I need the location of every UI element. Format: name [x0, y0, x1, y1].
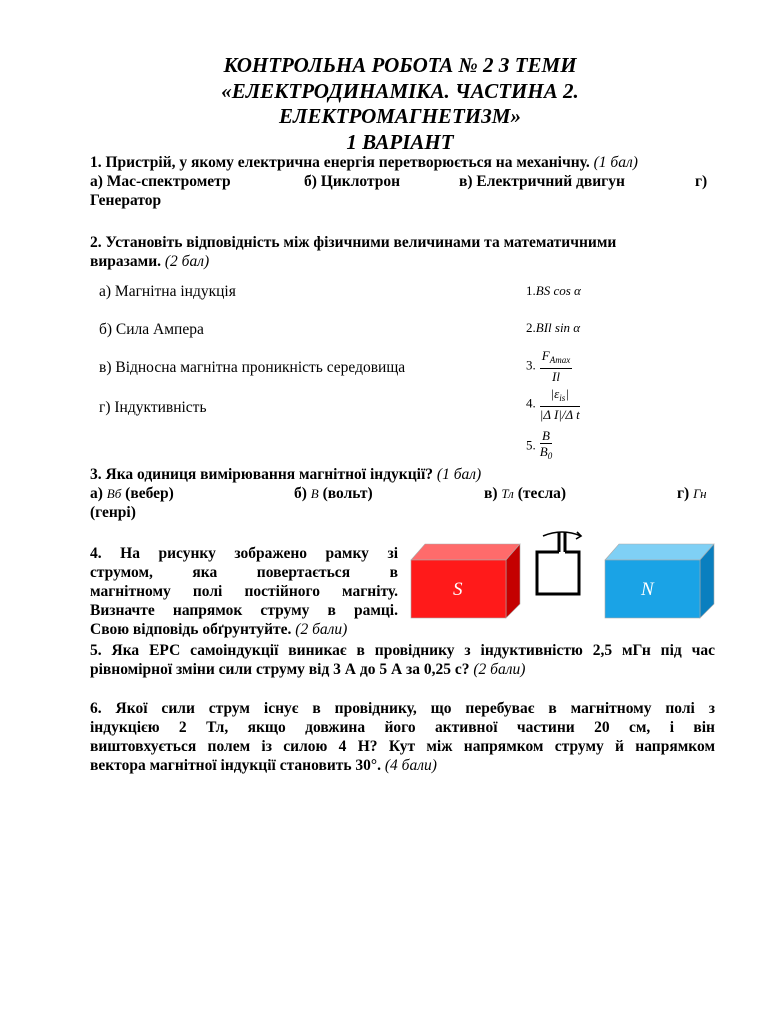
q1-option-d: г) [695, 173, 708, 190]
q3-option-d: г) Гн [677, 485, 707, 502]
magnet-n [605, 544, 714, 618]
q2-left-b: б) Сила Ампера [99, 321, 204, 338]
q4-line-4: Визначте напрямок струму в рамці. [90, 602, 398, 619]
q1-option-b: б) Циклотрон [304, 173, 401, 190]
q6-line-2: індукцією 2 Тл, якщо довжина його активної частини 20 см, і він [90, 719, 715, 736]
q4-points: (2 бали) [295, 621, 348, 638]
q4-line-1: 4. На рисунку зображено рамку зі [90, 545, 398, 562]
q3-points: (1 бал) [436, 466, 482, 483]
question-6 [90, 699, 715, 775]
title-line-4: 1 ВАРІАНТ [346, 129, 454, 154]
q1-option-c: в) Електричний двигун [459, 173, 625, 190]
q3-text: 3. Яка одиниця вимірювання магнітної індукції? [90, 466, 434, 483]
q1-points: (1 бал) [593, 154, 638, 171]
q2-formula-4: 4. $\frac{|\varepsilon_{is}|}{\text{|Δ I|/Δ t}}$ [526, 386, 580, 422]
q5-line-1: 5. Яка ЕРС самоіндукції виникає в провіднику з індуктивністю 2,5 мГн під час [90, 642, 715, 659]
current-frame [537, 532, 581, 594]
q5-line-2: рівномірної зміни сили струму від 3 А до 5 А за 0,25 с? [90, 661, 470, 678]
q2-left-d: г) Індуктивність [99, 399, 207, 416]
q4-line-3: магнітному полі постійного магніту. [90, 583, 398, 600]
title-line-3: ЕЛЕКТРОМАГНЕТИЗМ» [279, 104, 521, 128]
q6-line-1: 6. Якої сили струм існує в провіднику, що перебуває в магнітному полі з [90, 700, 715, 717]
title-line-2: «ЕЛЕКТРОДИНАМІКА. ЧАСТИНА 2. [221, 78, 579, 103]
question-2 [90, 233, 715, 271]
q6-points: (4 бали) [384, 757, 437, 774]
q1-option-d-text: Генератор [90, 192, 162, 209]
q1-option-a: а) Мас-спектрометр [90, 173, 231, 190]
q6-line-3: виштовхується полем із силою 4 Н? Кут між напрямком струму й напрямком [90, 738, 715, 755]
page-title [90, 53, 710, 155]
q3-option-b: б) В (вольт) [294, 485, 373, 502]
title-line-1: КОНТРОЛЬНА РОБОТА № 2 З ТЕМИ [223, 53, 577, 77]
q2-line-1: 2. Установіть відповідність між фізичними величинами та математичними [90, 234, 617, 251]
q3-option-c: в) Тл (тесла) [484, 485, 567, 502]
q2-points: (2 бал) [164, 253, 210, 270]
magnet-frame-figure [405, 528, 717, 623]
q5-points: (2 бали) [473, 661, 526, 678]
q1-text: 1. Пристрій, у якому електрична енергія перетворюється на механічну. [90, 154, 590, 171]
q4-line-2: струмом, яка повертається в [90, 564, 398, 581]
q2-formula-3: 3. $\frac{F_{Amax}}{Il}$ [526, 348, 571, 384]
question-5 [90, 641, 715, 679]
q3-option-a: а) Вб (вебер) [90, 485, 174, 502]
q2-left-a: а) Магнітна індукція [99, 283, 236, 300]
question-1 [90, 153, 715, 210]
q2-line-2: виразами. [90, 253, 162, 270]
magnet-n-label: N [641, 579, 654, 600]
q2-formula-2: 2.BIl sin α [526, 320, 581, 335]
q3-option-d-text: (генрі) [90, 504, 136, 521]
q2-left-c: в) Відносна магнітна проникність середовища [99, 359, 406, 376]
magnet-s-label: S [453, 579, 463, 600]
question-3 [90, 465, 715, 522]
q4-line-5: Свою відповідь обґрунтуйте. [90, 621, 292, 638]
q2-formula-5: 5. $\frac{B}{B_0}$ [526, 428, 553, 461]
q2-formula-1: 1.BS cos α [526, 283, 581, 298]
question-4 [90, 544, 398, 639]
q6-line-4: вектора магнітної індукції становить 30°. [90, 757, 382, 774]
magnet-s [411, 544, 520, 618]
